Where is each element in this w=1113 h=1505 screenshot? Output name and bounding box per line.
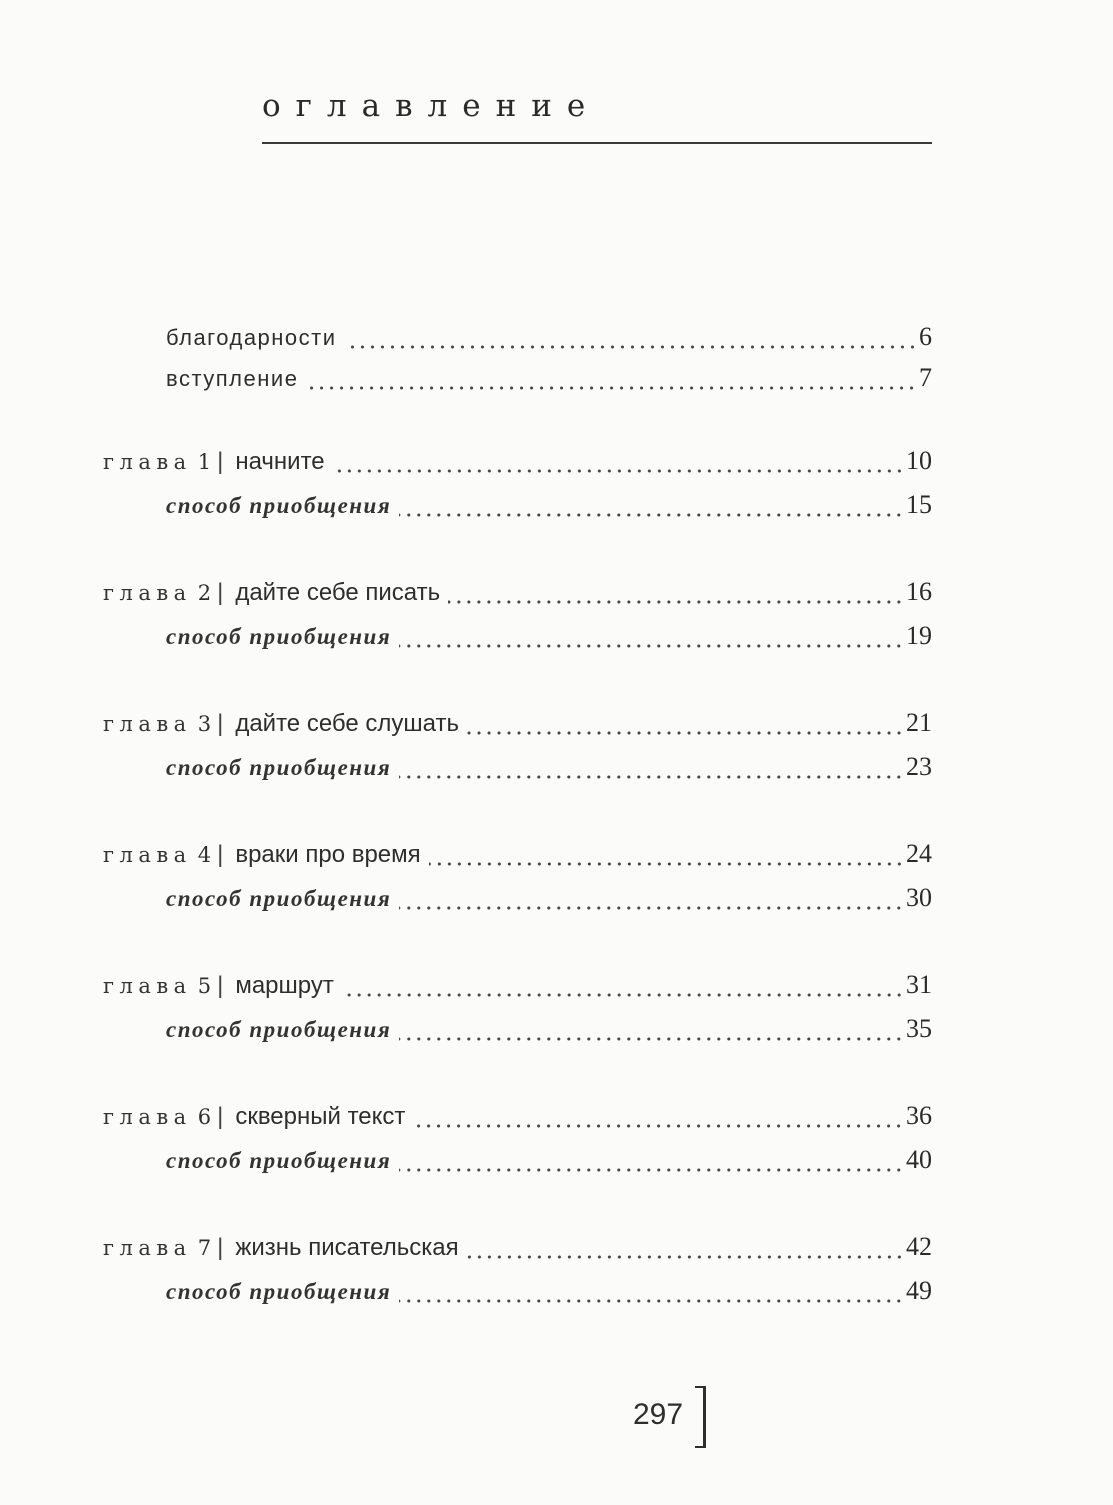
toc-subsection-3[interactable] (166, 752, 932, 786)
chapter-title: дайте себе слушать (235, 710, 459, 737)
toc-subsection-1[interactable] (166, 490, 932, 524)
chapter-word: глава (103, 1105, 192, 1129)
separator: | (217, 579, 224, 606)
dot-leader (413, 1124, 904, 1128)
chapter-title: дайте себе писать (235, 579, 441, 606)
chapter-title: жизнь писательская (235, 1234, 459, 1261)
dot-leader (399, 1037, 904, 1041)
folio-bracket (695, 1386, 706, 1448)
toc-chapter-4[interactable] (103, 839, 932, 873)
chapter-number: 1 (197, 450, 212, 474)
chapter-page: 10 (906, 446, 932, 475)
subsection-title: способ приобщения (166, 1279, 392, 1304)
chapter-word: глава (103, 450, 192, 474)
toc-chapter-7[interactable] (103, 1232, 932, 1266)
subsection-page: 40 (906, 1145, 932, 1174)
subsection-page: 23 (906, 752, 932, 781)
chapter-number: 6 (197, 1105, 212, 1129)
chapter-title: скверный текст (235, 1103, 406, 1130)
chapter-page: 16 (906, 577, 932, 606)
subsection-title: способ приобщения (166, 886, 392, 911)
dot-leader (399, 906, 904, 910)
subsection-page: 35 (906, 1014, 932, 1043)
subsection-page: 49 (906, 1276, 932, 1305)
toc-chapter-6[interactable] (103, 1101, 932, 1135)
chapter-number: 3 (197, 712, 212, 736)
entry-title: вступление (166, 366, 299, 391)
toc-chapter-2[interactable] (103, 577, 932, 611)
dot-leader (345, 345, 917, 349)
chapter-page: 24 (906, 839, 932, 868)
dot-leader (429, 862, 904, 866)
chapter-number: 7 (197, 1236, 212, 1260)
chapter-word: глава (103, 974, 192, 998)
separator: | (217, 841, 224, 868)
subsection-title: способ приобщения (166, 1017, 392, 1042)
separator: | (217, 972, 224, 999)
chapter-title: враки про время (235, 841, 421, 868)
separator: | (217, 1103, 224, 1130)
chapter-word: глава (103, 581, 192, 605)
chapter-page: 36 (906, 1101, 932, 1130)
separator: | (217, 710, 224, 737)
chapter-title: начните (235, 448, 325, 475)
chapter-page: 31 (906, 970, 932, 999)
dot-leader (399, 1299, 904, 1303)
toc-entry-introduction[interactable] (166, 363, 932, 397)
chapter-title: маршрут (235, 972, 334, 999)
chapter-number: 5 (197, 974, 212, 998)
chapter-word: глава (103, 1236, 192, 1260)
toc-chapter-5[interactable] (103, 970, 932, 1004)
toc-subsection-4[interactable] (166, 883, 932, 917)
toc-subsection-7[interactable] (166, 1276, 932, 1310)
subsection-title: способ приобщения (166, 1148, 392, 1173)
dot-leader (342, 993, 904, 997)
toc-subsection-6[interactable] (166, 1145, 932, 1179)
chapter-page: 42 (906, 1232, 932, 1261)
separator: | (217, 448, 224, 475)
dot-leader (448, 600, 904, 604)
heading-rule (262, 142, 932, 144)
chapter-page: 21 (906, 708, 932, 737)
chapter-word: глава (103, 712, 192, 736)
entry-page: 6 (919, 322, 932, 351)
dot-leader (399, 513, 904, 517)
toc-chapter-3[interactable] (103, 708, 932, 742)
chapter-word: глава (103, 843, 192, 867)
toc-subsection-5[interactable] (166, 1014, 932, 1048)
dot-leader (399, 775, 904, 779)
toc-entry-acknowledgements[interactable] (166, 322, 932, 356)
subsection-title: способ приобщения (166, 624, 392, 649)
page-number: 297 (633, 1398, 684, 1431)
toc-subsection-2[interactable] (166, 621, 932, 655)
chapter-number: 4 (197, 843, 212, 867)
separator: | (217, 1234, 224, 1261)
subsection-title: способ приобщения (166, 755, 392, 780)
subsection-title: способ приобщения (166, 493, 392, 518)
subsection-page: 19 (906, 621, 932, 650)
subsection-page: 30 (906, 883, 932, 912)
dot-leader (467, 1255, 904, 1259)
chapter-number: 2 (197, 581, 212, 605)
dot-leader (399, 644, 904, 648)
dot-leader (306, 386, 917, 390)
dot-leader (399, 1168, 904, 1172)
entry-title: благодарности (166, 325, 337, 350)
toc-heading: оглавление (262, 88, 601, 124)
toc-chapter-1[interactable] (103, 446, 932, 480)
dot-leader (467, 731, 904, 735)
dot-leader (333, 469, 904, 473)
subsection-page: 15 (906, 490, 932, 519)
entry-page: 7 (919, 363, 932, 392)
